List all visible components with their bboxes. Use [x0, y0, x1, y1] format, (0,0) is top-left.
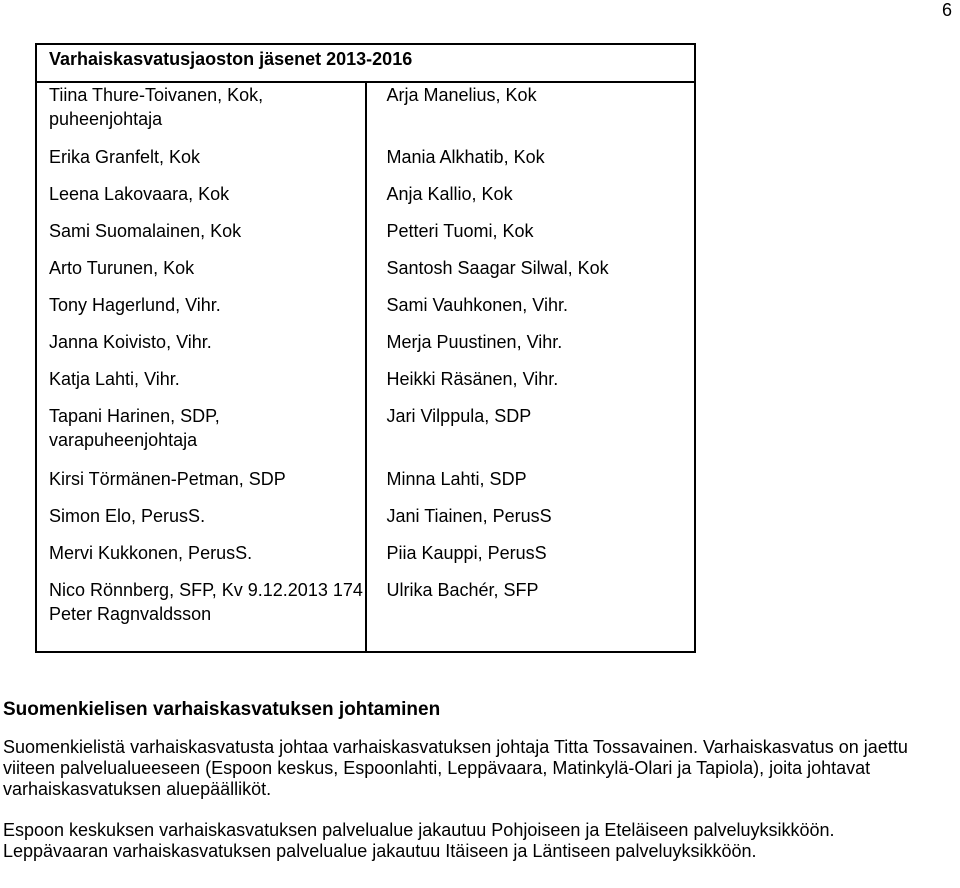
- deputy-cell: Jari Vilppula, SDP: [366, 404, 696, 467]
- deputy-cell: Santosh Saagar Silwal, Kok: [366, 256, 696, 293]
- table-row: [36, 367, 695, 404]
- table-row: [36, 504, 695, 541]
- deputy-cell: Petteri Tuomi, Kok: [366, 219, 696, 256]
- deputy-cell: Ulrika Bachér, SFP: [366, 578, 696, 652]
- member-cell: Leena Lakovaara, Kok: [36, 182, 366, 219]
- member-cell: Arto Turunen, Kok: [36, 256, 366, 293]
- table-row: [36, 182, 695, 219]
- member-cell: Kirsi Törmänen-Petman, SDP: [36, 467, 366, 504]
- member-cell: Simon Elo, PerusS.: [36, 504, 366, 541]
- paragraph: Espoon keskuksen varhaiskasvatuksen palvelualue jakautuu Pohjoiseen ja Eteläiseen palveluyksikköön. Leppävaaran varhaiskasvatuksen palvelualue jakautuu Itäiseen ja Läntiseen palveluyksikköön.: [3, 820, 835, 861]
- deputy-cell: Piia Kauppi, PerusS: [366, 541, 696, 578]
- table-row: [36, 256, 695, 293]
- table-row: [36, 293, 695, 330]
- deputy-cell: Anja Kallio, Kok: [366, 182, 696, 219]
- table-row: [36, 578, 695, 652]
- member-cell: Janna Koivisto, Vihr.: [36, 330, 366, 367]
- deputy-cell: Heikki Räsänen, Vihr.: [366, 367, 696, 404]
- member-cell: Sami Suomalainen, Kok: [36, 219, 366, 256]
- page-number: 6: [941, 0, 952, 20]
- table-row: [36, 82, 695, 145]
- member-cell: Katja Lahti, Vihr.: [36, 367, 366, 404]
- deputy-cell: Jani Tiainen, PerusS: [366, 504, 696, 541]
- member-cell: Mervi Kukkonen, PerusS.: [36, 541, 366, 578]
- table-row: [36, 145, 695, 182]
- table-row: [36, 330, 695, 367]
- deputy-cell: Arja Manelius, Kok: [366, 82, 696, 145]
- table-row: [36, 219, 695, 256]
- member-cell: Erika Granfelt, Kok: [36, 145, 366, 182]
- member-cell: Tiina Thure-Toivanen, Kok, puheenjohtaja: [36, 82, 366, 145]
- members-table: [35, 43, 696, 653]
- deputy-cell: Sami Vauhkonen, Vihr.: [366, 293, 696, 330]
- member-cell: Tapani Harinen, SDP, varapuheenjohtaja: [36, 404, 366, 467]
- table-row: [36, 404, 695, 467]
- paragraph: Suomenkielistä varhaiskasvatusta johtaa varhaiskasvatuksen johtaja Titta Tossavainen. Varhaiskasvatus on jaettu viiteen palvelualueeseen (Espoon keskus, Espoonlahti, Leppävaara, Matinkylä-Olari ja Tapiola), joita johtavat varhaiskasvatuksen aluepäälliköt.: [3, 737, 908, 799]
- member-cell: Tony Hagerlund, Vihr.: [36, 293, 366, 330]
- deputy-cell: Mania Alkhatib, Kok: [366, 145, 696, 182]
- table-row: [36, 467, 695, 504]
- section-heading: Suomenkielisen varhaiskasvatuksen johtaminen: [3, 699, 441, 720]
- deputy-cell: Merja Puustinen, Vihr.: [366, 330, 696, 367]
- deputy-cell: Minna Lahti, SDP: [366, 467, 696, 504]
- table-row: [36, 541, 695, 578]
- member-cell: Nico Rönnberg, SFP, Kv 9.12.2013 174 Peter Ragnvaldsson: [36, 578, 366, 652]
- members-table-title: Varhaiskasvatusjaoston jäsenet 2013-2016: [36, 44, 695, 82]
